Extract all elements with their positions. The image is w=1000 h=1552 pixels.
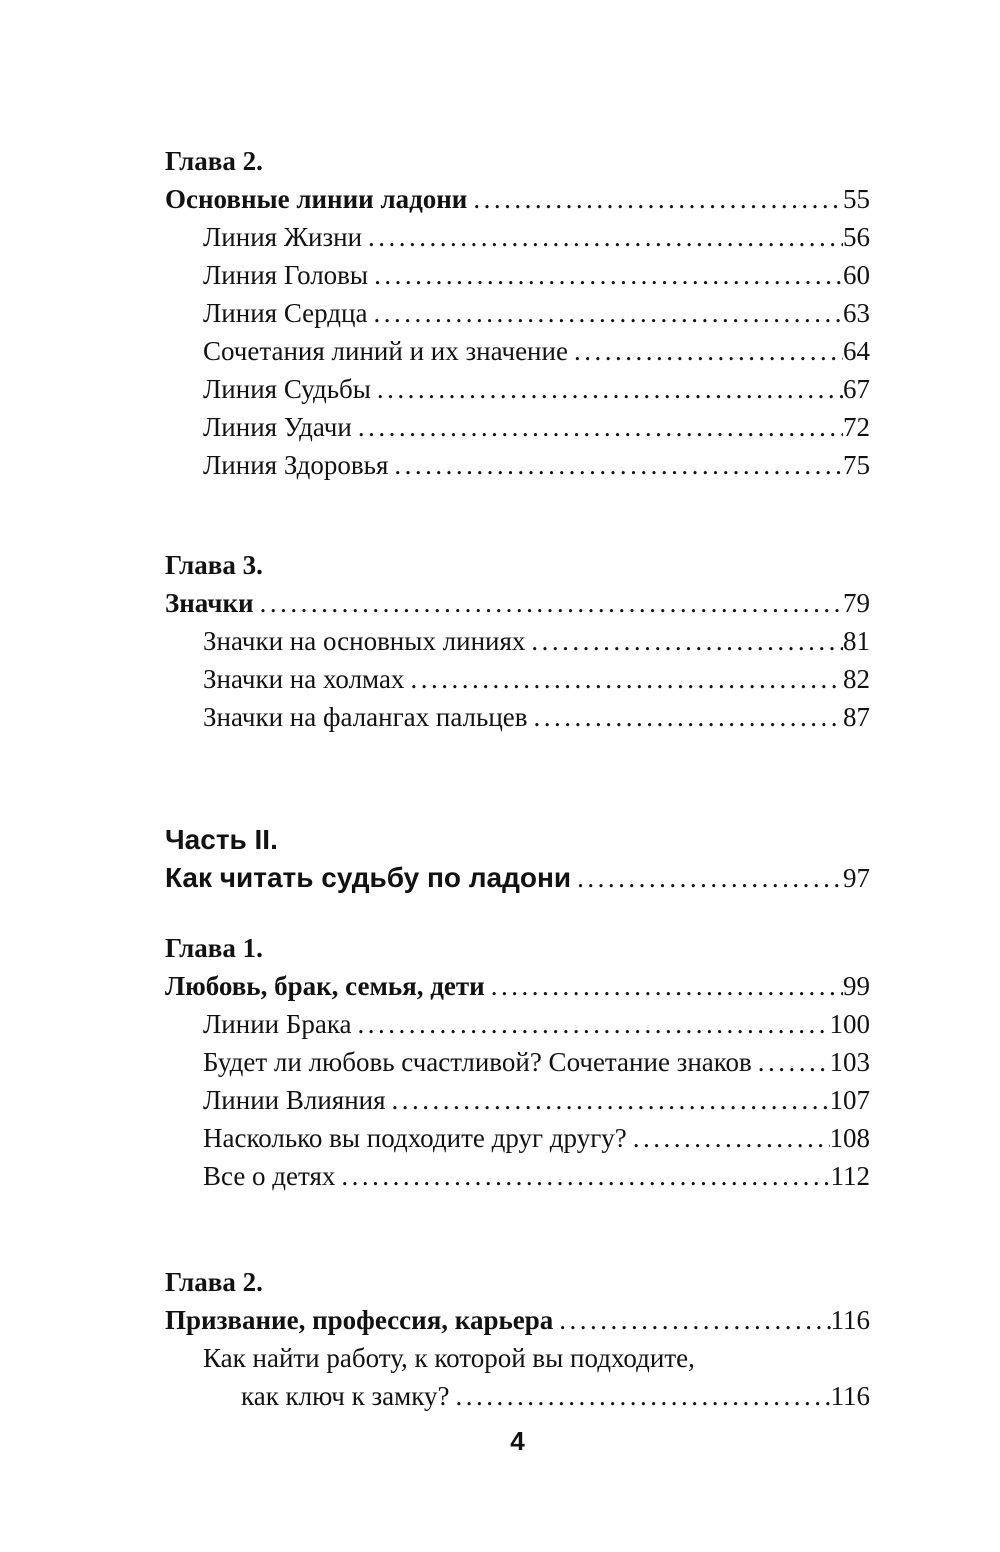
toc-entry (165, 1157, 870, 1195)
toc-entry (165, 332, 870, 370)
toc-entry (165, 1377, 870, 1415)
toc-entry-label: Линии Брака (203, 1009, 352, 1039)
dot-leader (627, 1119, 830, 1157)
dot-leader (525, 622, 843, 660)
dot-leader (352, 1005, 830, 1043)
toc-entry-page: 107 (829, 1085, 870, 1115)
dot-leader (362, 218, 843, 256)
toc-entry-label: Сочетания линий и их значение (203, 336, 568, 366)
toc-entry-page: 99 (843, 971, 870, 1001)
toc-entry (165, 1081, 870, 1119)
toc-part-section (165, 821, 870, 897)
dot-leader (367, 294, 843, 332)
toc-entry-page: 87 (843, 702, 870, 732)
toc-entry (165, 1043, 870, 1081)
toc-entry-label: Линия Сердца (203, 298, 368, 328)
dot-leader (352, 408, 843, 446)
toc-entry-page: 97 (843, 863, 870, 893)
toc-entry-page: 75 (843, 450, 870, 480)
toc-entry-label: Основные линии ладони (165, 184, 468, 214)
dot-leader (571, 859, 843, 897)
dot-leader (368, 256, 843, 294)
dot-leader (335, 1157, 830, 1195)
toc-entry-label: Будет ли любовь счастливой? Сочетание знаков (203, 1047, 752, 1077)
toc-section (165, 929, 870, 1195)
toc-entry (165, 256, 870, 294)
toc-entry (165, 180, 870, 218)
toc-entry-label: Насколько вы подходите друг другу? (203, 1123, 627, 1153)
toc-entry-page: 81 (843, 626, 870, 656)
toc-entry (165, 584, 870, 622)
toc-entry (165, 660, 870, 698)
toc-entry (165, 1005, 870, 1043)
toc-entry-page: 116 (830, 1305, 870, 1335)
dot-leader (404, 660, 843, 698)
toc-entry (165, 1119, 870, 1157)
toc-entry (165, 370, 870, 408)
dot-leader (568, 332, 843, 370)
toc-entry-page: 55 (843, 184, 870, 214)
table-of-contents (165, 142, 870, 1415)
toc-entry (165, 408, 870, 446)
toc-entry-label: Все о детях (203, 1161, 336, 1191)
toc-entry-page: 67 (843, 374, 870, 404)
dot-leader (553, 1301, 830, 1339)
dot-leader (371, 370, 843, 408)
toc-entry-page: 116 (830, 1381, 870, 1411)
toc-entry-page: 103 (829, 1047, 870, 1077)
toc-entry-label: Линия Жизни (203, 222, 363, 252)
dot-leader (528, 698, 843, 736)
toc-section (165, 1263, 870, 1415)
dot-leader (449, 1377, 830, 1415)
toc-entry-label: Линия Удачи (203, 412, 352, 442)
toc-entry (165, 446, 870, 484)
toc-entry-label: Значки на основных линиях (203, 626, 526, 656)
toc-entry (165, 698, 870, 736)
toc-entry-label: как ключ к замку? (241, 1381, 450, 1411)
toc-entry-page: 63 (843, 298, 870, 328)
toc-entry-page: 72 (843, 412, 870, 442)
toc-entry-label: Призвание, профессия, карьера (165, 1305, 554, 1335)
toc-entry-label: Значки (165, 588, 254, 618)
toc-entry-page: 100 (829, 1009, 870, 1039)
dot-leader (485, 967, 843, 1005)
dot-leader (752, 1043, 830, 1081)
toc-entry-page: 108 (829, 1123, 870, 1153)
dot-leader (254, 584, 843, 622)
toc-entry-label: Линии Влияния (203, 1085, 386, 1115)
toc-entry (165, 1301, 870, 1339)
toc-entry-page: 56 (843, 222, 870, 252)
toc-entry (165, 859, 870, 897)
chapter-heading: Глава 3. (165, 550, 263, 580)
toc-entry-page: 112 (830, 1161, 870, 1191)
toc-entry-label: Линия Головы (203, 260, 369, 290)
toc-entry (165, 622, 870, 660)
part-heading: Часть II. (165, 824, 278, 855)
dot-leader (386, 1081, 830, 1119)
toc-entry-label: Любовь, брак, семья, дети (165, 971, 485, 1001)
dot-leader (388, 446, 843, 484)
toc-entry-page: 60 (843, 260, 870, 290)
toc-entry-label: Значки на фалангах пальцев (203, 702, 528, 732)
toc-entry-page: 79 (843, 588, 870, 618)
page-number: 4 (510, 1426, 525, 1456)
toc-entry-label: Значки на холмах (203, 664, 405, 694)
chapter-heading: Глава 2. (165, 1267, 263, 1297)
toc-section (165, 142, 870, 484)
chapter-heading: Глава 1. (165, 933, 263, 963)
dot-leader (467, 180, 843, 218)
toc-entry-label: Линия Судьбы (203, 374, 371, 404)
toc-entry (165, 218, 870, 256)
toc-entry-page: 82 (843, 664, 870, 694)
chapter-heading: Глава 2. (165, 146, 263, 176)
toc-entry-label: Линия Здоровья (203, 450, 389, 480)
toc-section (165, 546, 870, 736)
toc-entry-label: Как читать судьбу по ладони (165, 862, 572, 893)
toc-entry (165, 1339, 870, 1377)
toc-entry-label: Как найти работу, к которой вы подходите, (203, 1343, 695, 1373)
toc-entry (165, 967, 870, 1005)
toc-entry (165, 294, 870, 332)
toc-entry-page: 64 (843, 336, 870, 366)
